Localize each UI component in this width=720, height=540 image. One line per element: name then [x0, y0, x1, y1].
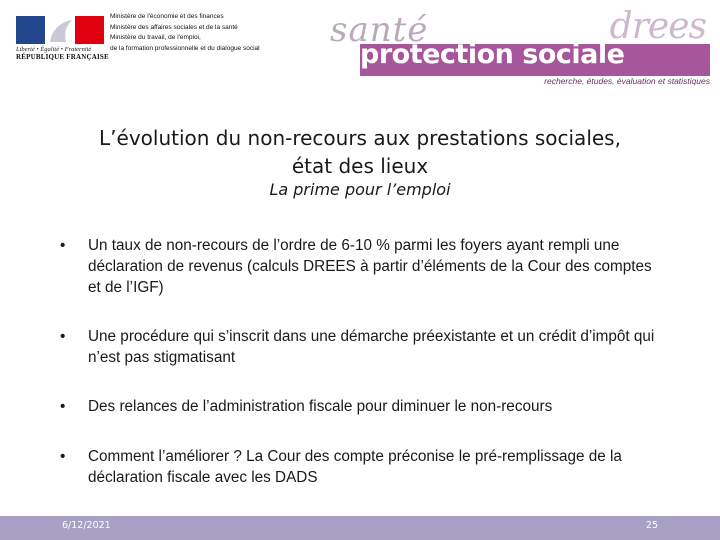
slide-title-line-1: L’évolution du non-recours aux prestations sociales,: [99, 126, 621, 150]
slide-subtitle: La prime pour l’emploi: [269, 180, 451, 199]
bullet-text: Comment l’améliorer ? La Cour des compte préconise le pré-remplissage de la déclaration fiscale avec les DADS: [88, 448, 622, 486]
ministry-line: Ministère du travail, de l'emploi,: [110, 34, 201, 41]
marianne-logo: [16, 14, 109, 61]
bullet-dot-icon: •: [60, 328, 66, 345]
bullet-text: Des relances de l’administration fiscale pour diminuer le non-recours: [88, 398, 553, 415]
bullet-dot-icon: •: [60, 237, 66, 254]
ministry-line: Ministère de l'économie et des finances: [110, 13, 224, 20]
page-number: 25: [645, 520, 658, 531]
ministry-line: Ministère des affaires sociales et de la santé: [110, 23, 238, 31]
drees-logo: drees: [609, 6, 706, 47]
banner-sante-text: santé: [330, 10, 429, 50]
footer-date: 6/12/2021: [62, 520, 111, 531]
republique-francaise-label: RÉPUBLIQUE FRANÇAISE: [16, 53, 109, 61]
slide-footer: [0, 516, 720, 540]
bullet-text: Un taux de non-recours de l’ordre de 6-10 % parmi les foyers ayant rempli une déclaration de revenus (calculs DREES à partir d’éléments de la Cour des comptes et de l’IGF): [88, 237, 652, 296]
bullet-dot-icon: •: [60, 448, 66, 465]
ministry-line: de la formation professionnelle et du dialogue social: [110, 44, 260, 52]
french-flag-icon: [16, 14, 104, 44]
slide-title-line-2: état des lieux: [291, 154, 429, 178]
banner-protection-text: protection sociale: [360, 39, 625, 70]
sante-protection-sociale-banner: [324, 6, 710, 86]
republic-motto: Liberté • Égalité • Fraternité: [16, 46, 92, 53]
bullet-text: Une procédure qui s’inscrit dans une démarche préexistante et un crédit d’impôt qui n’est pas stigmatisant: [88, 328, 655, 366]
slide-title: [0, 124, 720, 180]
slide-header: [0, 0, 720, 90]
ministries-list: [110, 12, 260, 54]
bullet-dot-icon: •: [60, 398, 66, 415]
banner-tagline: recherche, études, évaluation et statistiques: [544, 76, 710, 86]
